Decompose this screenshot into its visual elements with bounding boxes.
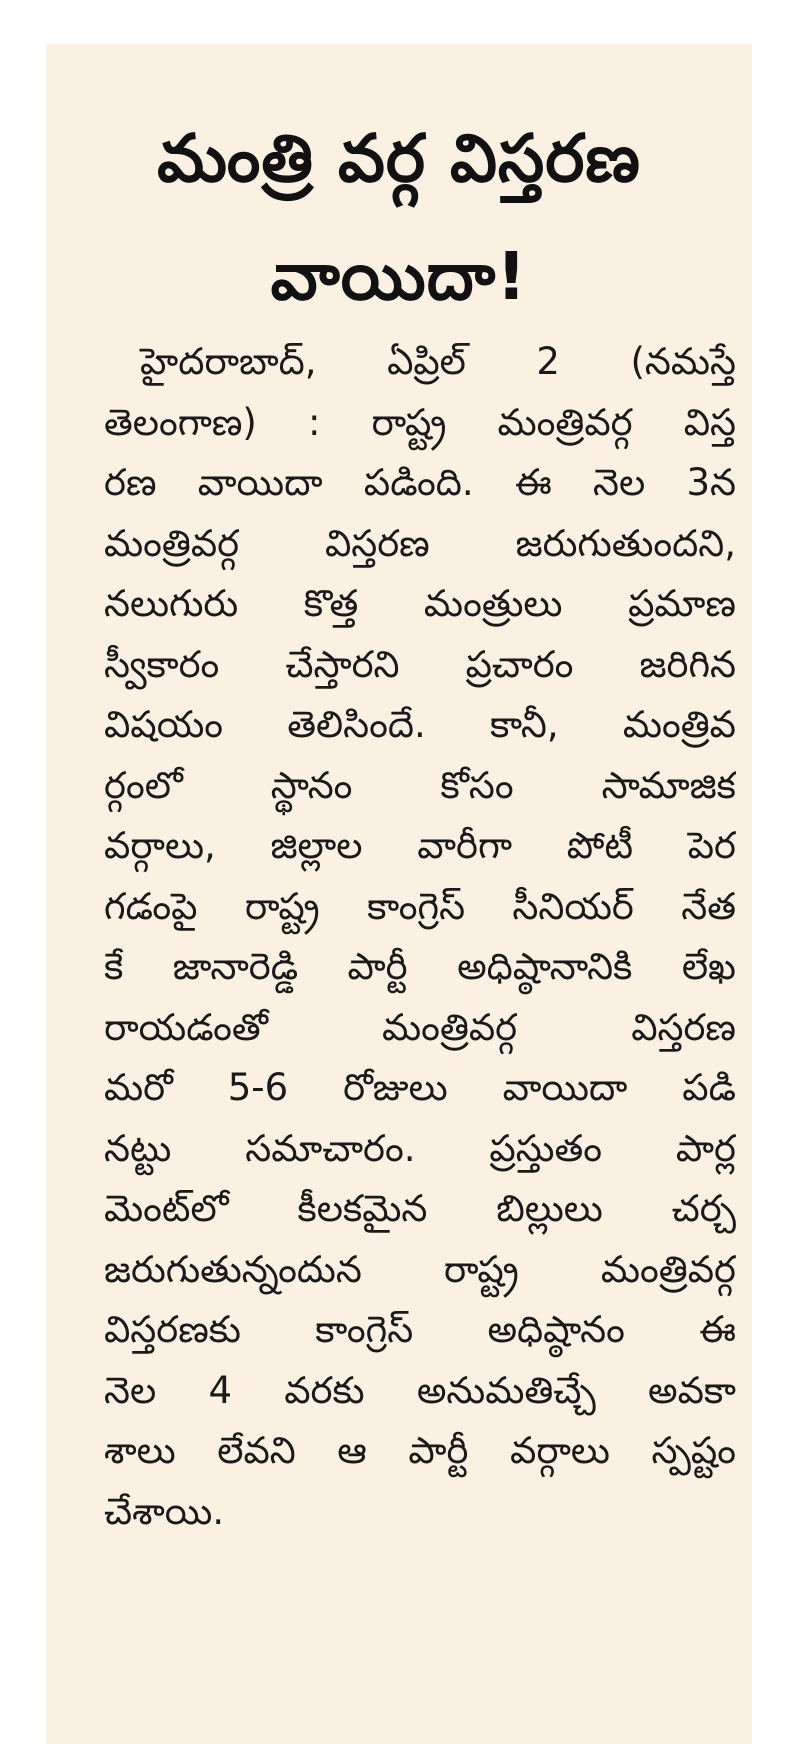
body-line-14: నట్టు సమాచారం. ప్రస్తుతం పార్ల [104, 1126, 736, 1170]
body-line-1: హైదరాబాద్, ఏప్రిల్ 2 (నమస్తే [140, 340, 736, 383]
body-line-2: తెలంగాణ) : రాష్ట్ర మంత్రివర్గ విస్త [104, 400, 736, 444]
body-line-19: శాలు లేవని ఆ పార్టీ వర్గాలు స్పష్టం [104, 1429, 736, 1472]
news-clipping [46, 44, 752, 1744]
body-line-16: జరుగుతున్నందున రాష్ట్ర మంత్రివర్గ [104, 1247, 736, 1291]
headline [46, 44, 752, 336]
body-line-12: రాయడంతో మంత్రివర్గ విస్తరణ [104, 1005, 736, 1049]
body-line-4: మంత్రివర్గ విస్తరణ జరుగుతుందని, [104, 521, 736, 565]
body-line-10: గడంపై రాష్ట్ర కాంగ్రెస్ సీనియర్ నేత [104, 884, 736, 928]
body-line-17: విస్తరణకు కాంగ్రెస్ అధిష్ఠానం ఈ [104, 1308, 736, 1351]
body-line-15: మెంట్‌లో కీలకమైన బిల్లులు చర్చ [104, 1187, 736, 1230]
body-line-6: స్వీకారం చేస్తారని ప్రచారం జరిగిన [104, 642, 736, 686]
body-line-18: నెల 4 వరకు అనుమతిచ్చే అవకా [104, 1368, 736, 1412]
headline-line-2: వాయిదా! [270, 238, 528, 315]
body-line-13: మరో 5-6 రోజులు వాయిదా పడి [104, 1066, 736, 1109]
body-line-9: వర్గాలు, జిల్లాల వారీగా పోటీ పెర [104, 824, 736, 867]
body-line-11: కే జానారెడ్డి పార్టీ అధిష్ఠానానికి లేఖ [104, 945, 736, 988]
body-line-8: ర్గంలో స్థానం కోసం సామాజిక [104, 763, 736, 807]
headline-line-1: మంత్రి వర్గ విస్తరణ [157, 120, 641, 197]
body-line-20: చేశాయి. [104, 1489, 225, 1533]
article-body [104, 332, 736, 1542]
body-line-7: విషయం తెలిసిందే. కానీ, మంత్రివ [104, 703, 736, 746]
body-line-5: నలుగురు కొత్త మంత్రులు ప్రమాణ [104, 582, 736, 625]
body-line-3: రణ వాయిదా పడింది. ఈ నెల 3న [104, 461, 736, 504]
